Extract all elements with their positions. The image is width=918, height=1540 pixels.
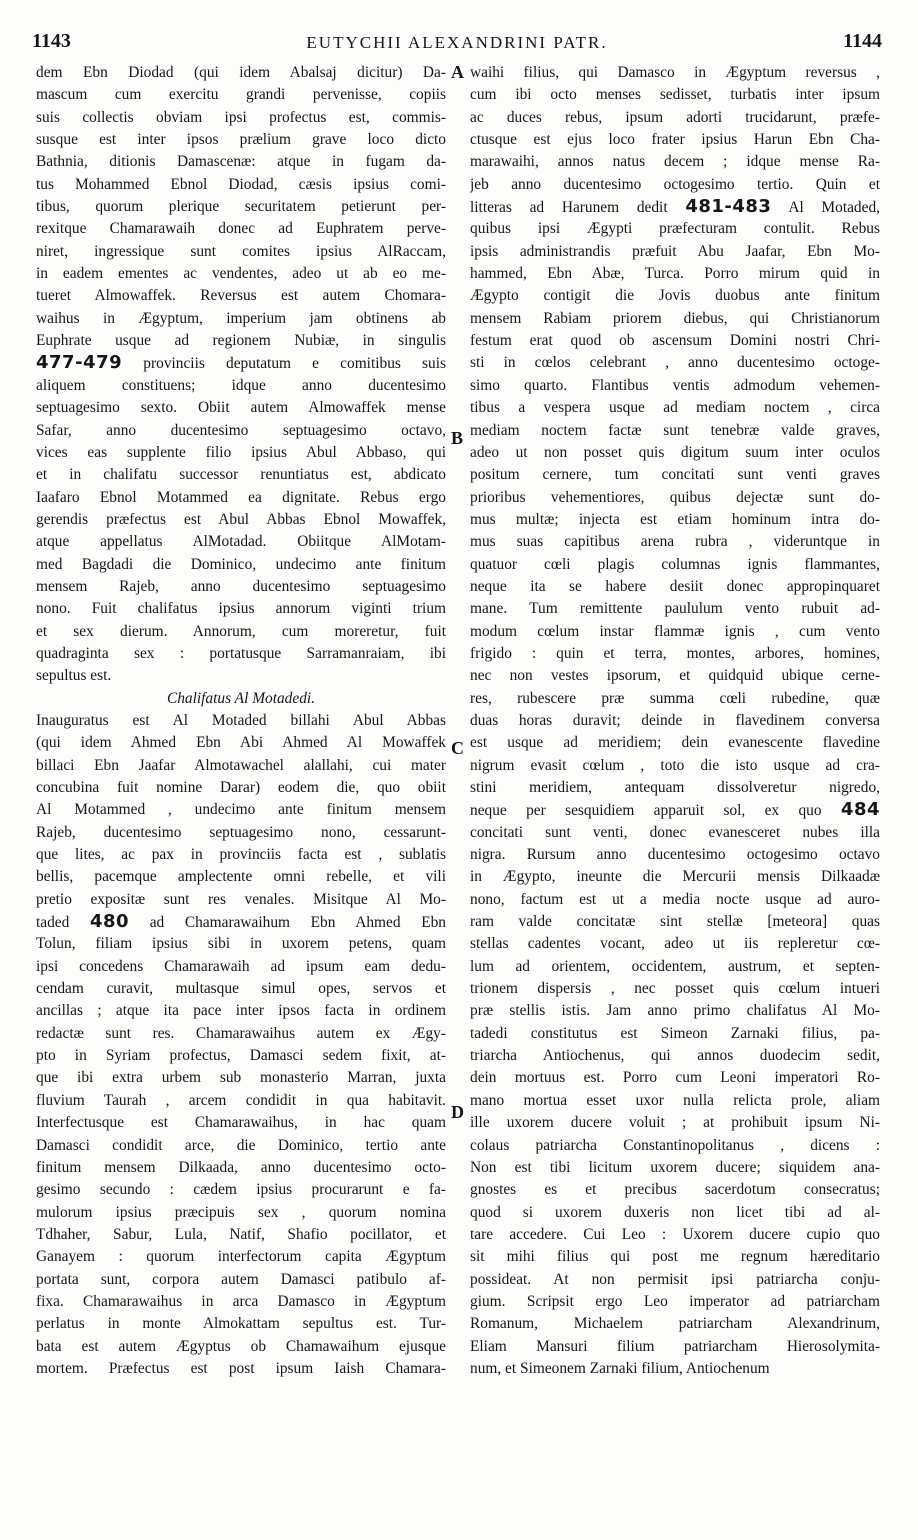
line-text: rexitque Chamarawaih donec ad Euphratem perve- <box>36 220 446 238</box>
text-line <box>470 308 880 330</box>
line-text: sti in cœlos celebrant , anno ducentesimo octoge- <box>470 354 880 372</box>
text-line <box>36 285 446 307</box>
line-text: Al Motaded, <box>771 199 880 217</box>
line-text: fluvium Taurah , arcem condidit in qua habitavit. <box>36 1091 446 1109</box>
section-number-marker: 484 <box>840 799 880 821</box>
line-text: aliquem constituens; idque anno ducentesimo <box>36 376 446 394</box>
text-line <box>36 107 446 129</box>
text-line <box>36 531 446 553</box>
line-text: tibus a vespera usque ad mediam noctem , circa <box>470 399 880 417</box>
text-line <box>36 84 446 106</box>
text-line <box>36 1023 446 1045</box>
line-text: ille uxorem ducere voluit ; at prohibuit ipsum Ni- <box>470 1114 880 1132</box>
text-line <box>470 62 880 84</box>
text-line <box>36 352 446 374</box>
text-line <box>470 352 880 374</box>
line-text: taded <box>36 914 90 932</box>
text-line <box>36 1313 446 1335</box>
line-text: nigra. Rursum anno ducentesimo octogesimo octavo <box>470 846 880 864</box>
text-line <box>36 375 446 397</box>
line-text: Interfectusque est Chamarawaihus, in hac quam <box>36 1114 446 1132</box>
line-text: gerendis præfectus est Abul Abbas Ebnol Mowaffek, <box>36 510 446 528</box>
line-text: Rajeb, ducentesimo septuagesimo nono, cessarunt- <box>36 823 446 841</box>
text-line <box>470 84 880 106</box>
text-line <box>36 956 446 978</box>
text-line <box>470 665 880 687</box>
line-text: portata sunt, corpora autem Damasci patibulo af- <box>36 1270 446 1288</box>
line-text: mane. Tum remittente paululum vento rubuit ad- <box>470 600 880 618</box>
text-line <box>470 330 880 352</box>
line-text: nono. Fuit chalifatus ipsius annorum viginti trium <box>36 600 446 618</box>
line-text: mortem. Præfectus est post ipsum Iaish Chamara- <box>36 1359 446 1377</box>
text-line <box>470 151 880 173</box>
line-text: ram valde concitatæ sint stellæ [meteora] quas <box>470 913 880 931</box>
line-text: quod si uxorem duxeris non licet tibi ad al- <box>470 1203 880 1221</box>
line-text: sit mihi filius qui post me regnum hæreditario <box>470 1248 880 1266</box>
text-line <box>470 1313 880 1335</box>
text-line <box>470 688 880 710</box>
line-text: mus multæ; injecta est etiam hominum intra do- <box>470 510 880 528</box>
text-line <box>470 1112 880 1134</box>
line-text: pretio expositæ sunt res venales. Misitque Al Mo- <box>36 890 446 908</box>
text-line <box>470 1000 880 1022</box>
text-line <box>470 1358 880 1380</box>
text-line <box>36 978 446 1000</box>
line-text: Ganayem : quorum interfectorum capita Ægyptum <box>36 1248 446 1266</box>
margin-letter-d: D <box>451 1102 464 1122</box>
text-line <box>470 1179 880 1201</box>
text-line <box>470 576 880 598</box>
line-text: simo quarto. Flantibus ventis admodum vehemen- <box>470 376 880 394</box>
text-line <box>36 1157 446 1179</box>
text-line <box>470 285 880 307</box>
text-line <box>470 822 880 844</box>
text-line <box>470 554 880 576</box>
line-text: nono, factum est ut a media nocte usque ad auro- <box>470 890 880 908</box>
line-text: provinciis deputatum e comitibus suis <box>122 355 446 373</box>
text-line <box>36 442 446 464</box>
line-text: mensem Rajeb, anno ducentesimo septuagesimo <box>36 577 446 595</box>
text-line <box>470 1067 880 1089</box>
line-text: Tolun, filiam ipsius sibi in uxorem petens, quam <box>36 935 446 953</box>
text-line <box>470 263 880 285</box>
line-text: et in chalifatu successor renuntiatus est, abdicato <box>36 466 446 484</box>
text-line <box>470 218 880 240</box>
text-line <box>36 397 446 419</box>
line-text: lum ad orientem, occidentem, austrum, et septen- <box>470 957 880 975</box>
text-line <box>470 777 880 799</box>
text-line <box>470 755 880 777</box>
line-text: que lites, ac pax in provinciis facta est , sublatis <box>36 846 446 864</box>
text-line <box>470 442 880 464</box>
line-text: quibus ipsi Ægypti præfecturam contulit. Rebus <box>470 220 880 238</box>
line-text: cendam curavit, multasque simul opes, servos et <box>36 980 446 998</box>
line-text: ancillas ; atque ita pace inter ipsos facta in ordinem <box>36 1002 446 1020</box>
text-line <box>36 1291 446 1313</box>
line-text: gium. Scripsit ergo Leo imperator ad patriarcham <box>470 1292 880 1310</box>
line-text: positum cernere, tum concitati sunt venti graves <box>470 466 880 484</box>
text-line <box>36 196 446 218</box>
text-line <box>36 755 446 777</box>
text-line <box>36 665 446 687</box>
line-text: ipsis administrandis præfuit Abu Jaafar, Ebn Mo- <box>470 242 880 260</box>
text-line <box>36 866 446 888</box>
line-text: (qui idem Ahmed Ebn Abi Ahmed Al Mowaffek <box>36 734 446 752</box>
line-text: jeb anno ducentesimo octogesimo tertio. Quin et <box>470 175 880 193</box>
text-line <box>36 732 446 754</box>
line-text: prioribus vehementiores, quibus dejectæ sunt do- <box>470 488 880 506</box>
text-line <box>470 107 880 129</box>
text-line <box>470 375 880 397</box>
text-line <box>36 1135 446 1157</box>
line-text: Non est tibi licitum uxorem ducere; siquidem ana- <box>470 1158 880 1176</box>
text-line <box>36 576 446 598</box>
line-text: ad Chamarawaihum Ebn Ahmed Ebn <box>129 914 446 932</box>
line-text: in eadem ementes ac vendentes, adeo ut ab eo me- <box>36 265 446 283</box>
line-text: est usque ad meridiem; dein evanescente flavedine <box>470 734 880 752</box>
line-text: Eliam Mansuri filium patriarcham Hierosolymita- <box>470 1337 880 1355</box>
text-line <box>36 889 446 911</box>
line-text: marawaihi, annos natus decem ; idque mense Ra- <box>470 153 880 171</box>
line-text: mus suas capitibus arena rubra , videruntque in <box>470 533 880 551</box>
text-line <box>470 598 880 620</box>
line-text: mediam noctem factæ sunt tenebræ valde graves, <box>470 421 880 439</box>
line-text: num, et Simeonem Zarnaki filium, Antiochenum <box>470 1359 770 1377</box>
line-text: stini meridiem, antequam dissolveretur nigredo, <box>470 779 880 796</box>
line-text: adeo ut non posset quis digitum suum inter oculos <box>470 443 880 461</box>
text-line <box>36 487 446 509</box>
line-text: ctusque est ejus loco frater ipsius Harun Ebn Cha- <box>470 131 880 149</box>
text-line <box>470 487 880 509</box>
line-text: quadraginta sex : portatusque Sarramanraiam, ibi <box>36 644 446 662</box>
line-text: possideat. At non permisit ipsi patriarcha conju- <box>470 1270 880 1288</box>
text-line <box>470 933 880 955</box>
line-text: vices eas supplente filio ipsius Abul Abbaso, qui <box>36 443 446 461</box>
section-heading <box>36 688 446 710</box>
text-line <box>36 1000 446 1022</box>
text-line <box>36 1067 446 1089</box>
text-line <box>470 866 880 888</box>
text-line <box>470 1224 880 1246</box>
line-text: ipsi concedens Chamarawaih ad ipsum eam dedu- <box>36 957 446 975</box>
line-text: atque appellatus AlMotadad. Obiitque AlMotam- <box>36 533 446 551</box>
line-text: triarcha Antiochenus, qui annos duodecim sedit, <box>470 1047 880 1065</box>
line-text: med Bagdadi die Dominico, undecimo ante finitum <box>36 555 446 573</box>
line-text: Ægypto contigit die Jovis duobus ante finitum <box>470 287 880 305</box>
line-text: mano mortua esset uxor nulla relicta prole, aliam <box>470 1091 880 1109</box>
text-line <box>36 911 446 933</box>
section-number-marker: 480 <box>89 911 130 933</box>
line-text: tadedi constitutus est Simeon Zarnaki filius, pa- <box>470 1024 880 1042</box>
text-line <box>36 218 446 240</box>
text-line <box>470 1269 880 1291</box>
text-line <box>36 933 446 955</box>
line-text: quatuor cœli plagis columnas ignis flammantes, <box>470 555 880 573</box>
line-text: modum cœlum instar flammæ ignis , cum vento <box>470 622 880 640</box>
text-line <box>36 129 446 151</box>
line-text: gesimo secundo : cædem ipsius procurarunt e fa- <box>36 1181 446 1199</box>
text-line <box>470 710 880 732</box>
text-line <box>470 129 880 151</box>
text-line <box>36 151 446 173</box>
text-line <box>36 62 446 84</box>
text-line <box>36 1358 446 1380</box>
running-header <box>32 30 882 58</box>
text-line <box>470 911 880 933</box>
line-text: trionem dispersis , nec posset quis cœlum intueri <box>470 980 880 998</box>
line-text: concitati sunt venti, donec evanesceret nubes illa <box>470 823 880 841</box>
text-line <box>470 420 880 442</box>
line-text: suis collectis obviam ipsi profectus est, commis- <box>36 108 446 126</box>
text-line <box>470 174 880 196</box>
line-text: festum erat quod ob ascensum Domini nostri Chri- <box>470 332 880 350</box>
text-line <box>470 621 880 643</box>
line-text: hammed, Ebn Abæ, Turca. Porro mirum quid in <box>470 265 880 283</box>
page-number-right: 1144 <box>843 30 882 52</box>
running-title: EUTYCHII ALEXANDRINI PATR. <box>306 33 608 52</box>
line-text: fixa. Chamarawaihus in arca Damasco in Ægyptum <box>36 1292 446 1310</box>
text-line <box>470 844 880 866</box>
text-line <box>470 1023 880 1045</box>
text-line <box>36 509 446 531</box>
line-text: Inauguratus est Al Motaded billahi Abul Abbas <box>36 711 446 729</box>
line-text: mulorum ipsius præcipuis sex , quorum nomina <box>36 1203 446 1221</box>
line-text: Tdhaher, Sabur, Lula, Natif, Shafio pocillator, et <box>36 1225 446 1243</box>
text-line <box>36 1112 446 1134</box>
line-text: pto in Syriam profectus, Damasci sedem fixit, at- <box>36 1047 446 1065</box>
line-text: duas horas duravit; deinde in flavedinem conversa <box>470 711 880 729</box>
line-text: Iaafaro Ebnol Motammed ea dignitate. Rebus ergo <box>36 488 446 506</box>
text-line <box>470 1157 880 1179</box>
line-text: præ stellis istis. Jam anno primo chalifatus Al Mo- <box>470 1002 880 1020</box>
text-line <box>36 330 446 352</box>
text-line <box>36 420 446 442</box>
line-text: bellis, pacemque amplectente omni rebelle, et vili <box>36 868 446 886</box>
line-text: tibus, quorum plerique securitatem petierunt per- <box>36 198 446 216</box>
text-line <box>470 241 880 263</box>
margin-letter-b: B <box>451 428 464 448</box>
line-text: septuagesimo sexto. Obiit autem Almowaffek mense <box>36 399 446 417</box>
line-text: Bathnia, ditionis Damascenæ: atque in fugam da- <box>36 153 446 171</box>
text-line <box>36 1045 446 1067</box>
line-text: tus Mohammed Ebnol Diodad, cæsis ipsius comi- <box>36 175 446 193</box>
text-line <box>36 1246 446 1268</box>
text-line <box>470 889 880 911</box>
text-line <box>470 1135 880 1157</box>
text-line <box>36 1269 446 1291</box>
text-line <box>36 1179 446 1201</box>
text-line <box>36 554 446 576</box>
text-line <box>36 598 446 620</box>
text-line <box>470 732 880 754</box>
margin-letter-c: C <box>451 738 464 758</box>
line-text: Romanum, Michaelem patriarcham Alexandrinum, <box>470 1315 880 1333</box>
line-text: susque est inter ipsos prælium grave loco dicto <box>36 131 446 149</box>
margin-letter-a: A <box>451 62 464 82</box>
text-line <box>36 241 446 263</box>
text-line <box>470 464 880 486</box>
line-text: stellas cadentes vocant, adeo ut iis repleretur cœ- <box>470 935 880 953</box>
text-line <box>36 174 446 196</box>
page-number-left: 1143 <box>32 30 71 52</box>
line-text: concubina fuit nomine Darar) eodem die, quo obiit <box>36 779 446 796</box>
line-text: redactæ sunt res. Chamarawaihus autem ex Ægy- <box>36 1024 446 1042</box>
text-line <box>36 710 446 732</box>
text-line <box>36 464 446 486</box>
left-text-column <box>36 62 446 1380</box>
line-text: cum ibi octo menses sedisset, turbatis inter ipsum <box>470 86 880 104</box>
text-line <box>470 531 880 553</box>
line-text: frigido : quin et terra, montes, arbores, homines, <box>470 644 880 662</box>
line-text: et sex dierum. Annorum, cum moreretur, fuit <box>36 622 446 640</box>
text-line <box>470 1202 880 1224</box>
text-line <box>36 643 446 665</box>
line-text: in Ægypto, ineunte die Mercurii mensis Dilkaadæ <box>470 868 880 886</box>
text-line <box>36 1224 446 1246</box>
line-text: sepultus est. <box>36 667 112 685</box>
line-text: waihi filius, qui Damasco in Ægyptum reversus , <box>470 64 880 81</box>
text-line <box>470 1090 880 1112</box>
text-line <box>36 844 446 866</box>
line-text: nigrum evasit cœlum , toto die isto usque ad cra- <box>470 756 880 774</box>
line-text: colaus patriarcha Constantinopolitanus , dicens : <box>470 1136 880 1154</box>
line-text: dein mortuus est. Porro cum Leoni imperatori Ro- <box>470 1069 880 1087</box>
line-text: res, rubescere præ summa cœli rubedine, quæ <box>470 689 880 707</box>
line-text: Chalifatus Al Motadedi. <box>166 689 316 707</box>
line-text: niret, ingressique sunt comites ipsius AlRaccam, <box>36 242 446 260</box>
text-line <box>470 956 880 978</box>
line-text: Safar, anno ducentesimo septuagesimo octavo, <box>36 421 446 439</box>
line-text: ac duces rebus, ipsum adorti trucidarunt, præfe- <box>470 108 880 126</box>
line-text: que ibi extra urbem sub monasterio Marran, juxta <box>36 1069 446 1087</box>
text-line <box>470 1291 880 1313</box>
right-text-column <box>470 62 880 1380</box>
section-number-marker: 481-483 <box>685 196 772 218</box>
line-text: Euphrate usque ad regionem Nubiæ, in singulis <box>36 332 446 350</box>
text-line <box>36 799 446 821</box>
line-text: Damasci condidit arce, die Dominico, tertio ante <box>36 1136 446 1154</box>
text-line <box>36 263 446 285</box>
text-line <box>470 397 880 419</box>
text-line <box>470 196 880 218</box>
line-text: mascum cum exercitu grandi pervenisse, copiis <box>36 86 446 104</box>
text-line <box>36 1336 446 1358</box>
line-text: bata est autem Ægyptus ob Chamawaihum ejusque <box>36 1337 446 1355</box>
line-text: neque per sesquidiem apparuit sol, ex quo <box>470 802 841 820</box>
section-number-marker: 477-479 <box>36 352 123 374</box>
line-text: waihus in Ægyptum, imperium jam obtinens ab <box>36 309 446 327</box>
line-text: neque ita se habere desiit donec appropinquaret <box>470 577 880 595</box>
line-text: billaci Ebn Jaafar Almotawachel alallahi, cui mater <box>36 756 446 774</box>
line-text: Al Motammed , undecimo ante finitum mensem <box>36 801 446 819</box>
text-line <box>470 1246 880 1268</box>
line-text: dem Ebn Diodad (qui idem Abalsaj dicitur) Da- <box>36 64 446 81</box>
text-line <box>470 1336 880 1358</box>
line-text: perlatus in monte Almokattam sepultus est. Tur- <box>36 1315 446 1333</box>
line-text: litteras ad Harunem dedit <box>470 199 686 217</box>
text-line <box>36 1202 446 1224</box>
text-line <box>36 822 446 844</box>
line-text: mensem Rabiam priorem diebus, qui Christianorum <box>470 309 880 327</box>
text-line <box>36 777 446 799</box>
text-line <box>36 621 446 643</box>
line-text: nec non vestes ipsorum, et quidquid ubique cerne- <box>470 667 880 685</box>
text-line <box>470 1045 880 1067</box>
text-line <box>470 978 880 1000</box>
text-line <box>36 308 446 330</box>
text-line <box>470 509 880 531</box>
text-line <box>36 1090 446 1112</box>
line-text: tueret Almowaffek. Reversus est autem Chomara- <box>36 287 446 305</box>
text-line <box>470 799 880 821</box>
line-text: gnostes es et precibus sacerdotum consecratus; <box>470 1181 880 1199</box>
line-text: tare accedere. Cui Leo : Uxorem ducere cupio quo <box>470 1225 880 1243</box>
line-text: finitum mensem Dilkaada, anno ducentesimo octo- <box>36 1158 446 1176</box>
text-line <box>470 643 880 665</box>
